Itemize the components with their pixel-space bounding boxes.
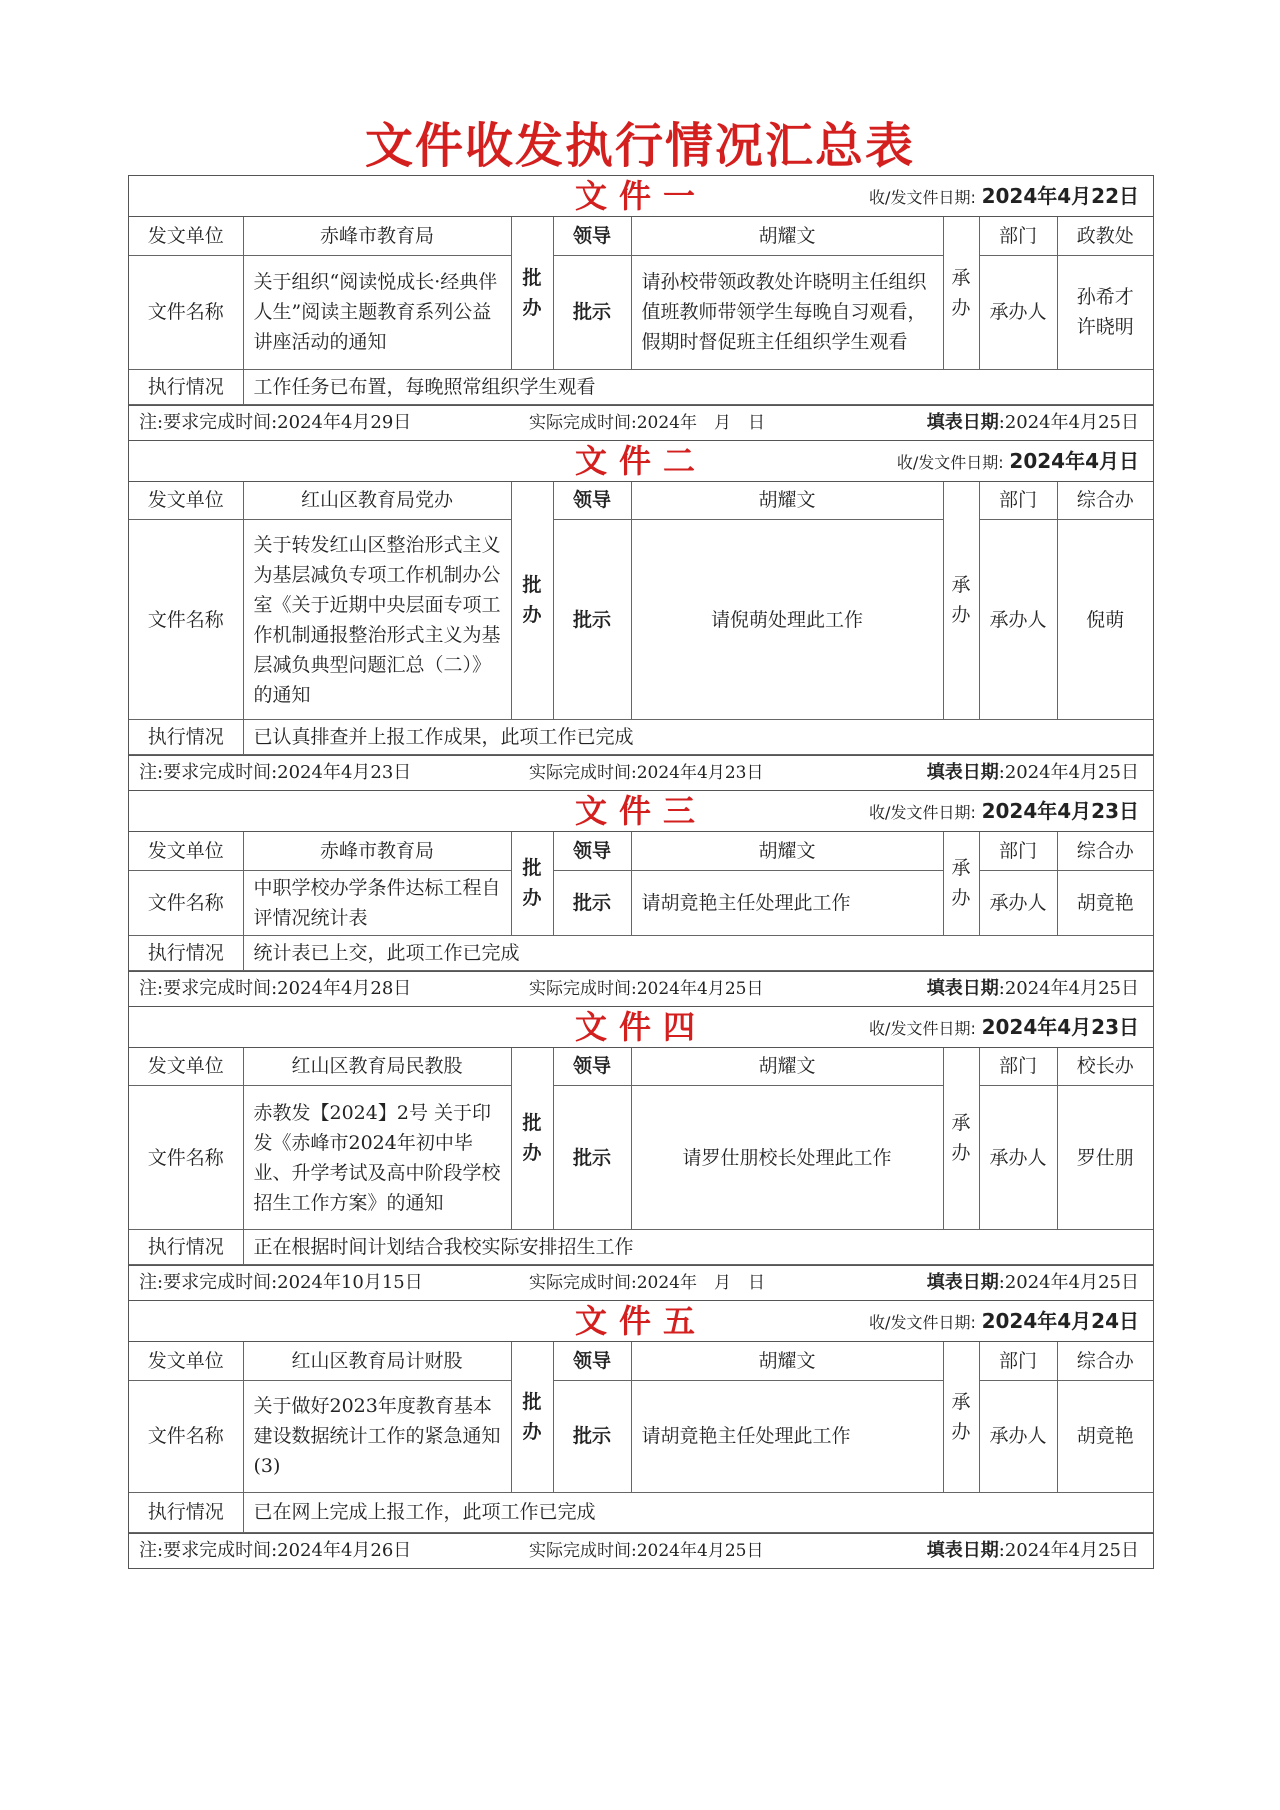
instruction-value: 请倪萌处理此工作 xyxy=(631,520,943,720)
ban-char: 办 xyxy=(522,887,542,910)
ban-char: 办 xyxy=(522,296,542,319)
dept-label: 部门 xyxy=(979,1048,1057,1086)
issuer-value: 红山区教育局党办 xyxy=(243,482,511,520)
cheng-char: 承 xyxy=(951,1112,971,1135)
instruction-value: 请胡竟艳主任处理此工作 xyxy=(631,870,943,935)
issuer-value: 红山区教育局计财股 xyxy=(243,1342,511,1380)
issuer-label: 发文单位 xyxy=(129,482,243,520)
actual-time-value: 2024年4月23日 xyxy=(636,763,764,783)
actual-time xyxy=(529,972,763,1006)
file-table xyxy=(129,832,1153,971)
required-time-value: 2024年4月29日 xyxy=(277,411,412,433)
fill-date-label: 填表日期 xyxy=(926,1272,999,1293)
completion-note xyxy=(129,405,1153,441)
file-block xyxy=(129,1301,1153,1569)
ban-char: 办 xyxy=(522,1142,542,1165)
actual-time xyxy=(529,406,765,440)
cheng-ban-label xyxy=(943,832,979,935)
execution-value: 已在网上完成上报工作，此项工作已完成 xyxy=(243,1492,1153,1532)
handler-value: 胡竟艳 xyxy=(1057,870,1153,935)
actual-time-label: 实际完成时间: xyxy=(529,763,637,783)
handler-value: 胡竟艳 xyxy=(1057,1380,1153,1492)
execution-label: 执行情况 xyxy=(129,369,243,404)
fill-date-label: 填表日期 xyxy=(926,411,999,433)
file-block xyxy=(129,1007,1153,1302)
instruction-value: 请罗仕朋校长处理此工作 xyxy=(631,1086,943,1230)
leader-value: 胡耀文 xyxy=(631,1342,943,1380)
summary-sheet xyxy=(128,175,1154,1569)
file-name-label: 文件名称 xyxy=(129,1380,243,1492)
handler-label: 承办人 xyxy=(979,520,1057,720)
file-heading: 文件三 xyxy=(574,792,707,830)
file-heading: 文件一 xyxy=(574,177,707,215)
cheng-ban-label xyxy=(943,1342,979,1492)
required-time xyxy=(139,756,411,790)
fill-date-value: 2024年4月25日 xyxy=(1004,411,1139,433)
execution-value: 统计表已上交，此项工作已完成 xyxy=(243,935,1153,970)
receive-date-value: 2024年4月23日 xyxy=(981,1014,1139,1039)
file-name-label: 文件名称 xyxy=(129,870,243,935)
issuer-value: 赤峰市教育局 xyxy=(243,217,511,255)
fill-date-value: 2024年4月25日 xyxy=(1004,762,1139,783)
file-name-value: 关于组织“阅读悦成长·经典伴人生”阅读主题教育系列公益讲座活动的通知 xyxy=(243,255,511,369)
cheng-char: 承 xyxy=(951,574,971,597)
issuer-value: 赤峰市教育局 xyxy=(243,832,511,870)
ban-char: 办 xyxy=(522,604,542,627)
file-name-label: 文件名称 xyxy=(129,255,243,369)
execution-label: 执行情况 xyxy=(129,720,243,755)
receive-date xyxy=(897,441,1139,483)
handler-value: 孙希才 许晓明 xyxy=(1057,255,1153,369)
actual-time-label: 实际完成时间: xyxy=(529,978,637,999)
file-name-value: 中职学校办学条件达标工程自评情况统计表 xyxy=(243,870,511,935)
leader-value: 胡耀文 xyxy=(631,1048,943,1086)
fill-date-value: 2024年4月25日 xyxy=(1004,977,1139,999)
receive-date-value: 2024年4月22日 xyxy=(981,184,1139,208)
file-table xyxy=(129,482,1153,756)
file-name-value: 关于转发红山区整治形式主义为基层减负专项工作机制办公室《关于近期中央层面专项工作机制通报整治形式主义为基层减负典型问题汇总（二）》的通知 xyxy=(243,520,511,720)
pi-char: 批 xyxy=(522,857,542,880)
fill-date-colon: : xyxy=(998,1272,1005,1293)
ban2-char: 办 xyxy=(951,887,971,910)
receive-date-label: 收/发文件日期: xyxy=(896,452,1004,472)
leader-label: 领导 xyxy=(553,1048,631,1086)
ban-char: 办 xyxy=(522,1420,542,1443)
fill-date-label: 填表日期 xyxy=(926,977,999,999)
file-heading: 文件四 xyxy=(574,1007,707,1046)
issuer-value: 红山区教育局民教股 xyxy=(243,1048,511,1086)
leader-label: 领导 xyxy=(553,217,631,255)
ban2-char: 办 xyxy=(951,604,971,627)
fill-date xyxy=(927,756,1139,790)
receive-date xyxy=(869,1007,1139,1049)
file-header xyxy=(129,791,1153,832)
pi-ban-label xyxy=(511,217,553,369)
handler-label: 承办人 xyxy=(979,870,1057,935)
required-time-value: 2024年4月28日 xyxy=(277,977,412,999)
file-heading: 文件二 xyxy=(574,441,707,480)
dept-label: 部门 xyxy=(979,482,1057,520)
actual-time xyxy=(529,756,763,790)
pi-ban-label xyxy=(511,832,553,935)
instruction-label: 批示 xyxy=(553,1380,631,1492)
fill-date-colon: : xyxy=(998,977,1005,999)
required-time-value: 2024年4月26日 xyxy=(277,1539,412,1561)
ban2-char: 办 xyxy=(951,296,971,319)
file-table xyxy=(129,1342,1153,1533)
pi-char: 批 xyxy=(522,1390,542,1413)
required-time xyxy=(139,406,411,440)
file-block xyxy=(129,441,1153,792)
page-title: 文件收发执行情况汇总表 xyxy=(364,118,915,174)
dept-value: 综合办 xyxy=(1057,482,1153,520)
instruction-label: 批示 xyxy=(553,255,631,369)
required-time-label: 注:要求完成时间: xyxy=(139,411,278,433)
receive-date-value: 2024年4月23日 xyxy=(981,799,1139,823)
leader-value: 胡耀文 xyxy=(631,482,943,520)
actual-time-label: 实际完成时间: xyxy=(529,412,637,433)
handler-label: 承办人 xyxy=(979,1086,1057,1230)
required-time-value: 2024年10月15日 xyxy=(277,1272,423,1293)
fill-date xyxy=(927,972,1139,1006)
handler-value: 罗仕朋 xyxy=(1057,1086,1153,1230)
receive-date-label: 收/发文件日期: xyxy=(869,188,976,207)
actual-time-label: 实际完成时间: xyxy=(529,1540,637,1561)
file-header xyxy=(129,1301,1153,1342)
fill-date xyxy=(927,1534,1139,1568)
required-time xyxy=(139,972,411,1006)
cheng-ban-label xyxy=(943,1048,979,1230)
instruction-value: 请孙校带领政教处许晓明主任组织值班教师带领学生每晚自习观看，假期时督促班主任组织学生观看 xyxy=(631,255,943,369)
ban2-char: 办 xyxy=(951,1142,971,1165)
fill-date xyxy=(927,406,1139,440)
pi-char: 批 xyxy=(522,574,542,597)
fill-date-label: 填表日期 xyxy=(926,1539,999,1561)
dept-label: 部门 xyxy=(979,832,1057,870)
receive-date-value: 2024年4月24日 xyxy=(981,1309,1139,1333)
issuer-label: 发文单位 xyxy=(129,217,243,255)
cheng-char: 承 xyxy=(951,1390,971,1413)
issuer-label: 发文单位 xyxy=(129,1048,243,1086)
fill-date-value: 2024年4月25日 xyxy=(1004,1272,1139,1293)
required-time-label: 注:要求完成时间: xyxy=(139,977,278,999)
receive-date-label: 收/发文件日期: xyxy=(869,1018,976,1038)
completion-note xyxy=(129,1265,1153,1301)
execution-value: 正在根据时间计划结合我校实际安排招生工作 xyxy=(243,1230,1153,1265)
fill-date-value: 2024年4月25日 xyxy=(1004,1539,1139,1561)
file-heading: 文件五 xyxy=(574,1302,707,1340)
file-header xyxy=(129,441,1153,482)
file-header xyxy=(129,1007,1153,1048)
dept-value: 综合办 xyxy=(1057,1342,1153,1380)
handler-value: 倪萌 xyxy=(1057,520,1153,720)
handler-label: 承办人 xyxy=(979,1380,1057,1492)
leader-value: 胡耀文 xyxy=(631,217,943,255)
actual-time-value: 2024年4月25日 xyxy=(636,1540,764,1561)
file-header xyxy=(129,176,1153,217)
file-name-value: 赤教发【2024】2号 关于印发《赤峰市2024年初中毕业、升学考试及高中阶段学校招生工作方案》的通知 xyxy=(243,1086,511,1230)
required-time xyxy=(139,1534,411,1568)
leader-label: 领导 xyxy=(553,1342,631,1380)
issuer-label: 发文单位 xyxy=(129,832,243,870)
execution-value: 工作任务已布置，每晚照常组织学生观看 xyxy=(243,369,1153,404)
file-table xyxy=(129,1048,1153,1266)
cheng-char: 承 xyxy=(951,266,971,289)
receive-date-label: 收/发文件日期: xyxy=(869,803,976,822)
leader-label: 领导 xyxy=(553,482,631,520)
actual-time xyxy=(529,1266,765,1300)
completion-note xyxy=(129,1533,1153,1569)
dept-value: 综合办 xyxy=(1057,832,1153,870)
file-name-label: 文件名称 xyxy=(129,1086,243,1230)
cheng-ban-label xyxy=(943,482,979,720)
required-time-label: 注:要求完成时间: xyxy=(139,762,278,783)
file-block xyxy=(129,176,1153,441)
dept-label: 部门 xyxy=(979,1342,1057,1380)
leader-label: 领导 xyxy=(553,832,631,870)
actual-time-value: 2024年 月 日 xyxy=(636,412,765,433)
file-block xyxy=(129,791,1153,1007)
handler-label: 承办人 xyxy=(979,255,1057,369)
receive-date-value: 2024年4月日 xyxy=(1009,448,1139,473)
fill-date-colon: : xyxy=(998,762,1005,783)
required-time xyxy=(139,1266,423,1300)
fill-date-colon: : xyxy=(998,411,1005,433)
pi-char: 批 xyxy=(522,266,542,289)
actual-time-value: 2024年 月 日 xyxy=(636,1273,765,1293)
pi-ban-label xyxy=(511,482,553,720)
dept-label: 部门 xyxy=(979,217,1057,255)
execution-value: 已认真排查并上报工作成果，此项工作已完成 xyxy=(243,720,1153,755)
instruction-label: 批示 xyxy=(553,1086,631,1230)
ban2-char: 办 xyxy=(951,1420,971,1443)
file-table xyxy=(129,217,1153,405)
dept-value: 校长办 xyxy=(1057,1048,1153,1086)
required-time-value: 2024年4月23日 xyxy=(277,762,412,783)
instruction-label: 批示 xyxy=(553,870,631,935)
actual-time-value: 2024年4月25日 xyxy=(636,978,764,999)
receive-date xyxy=(869,1301,1139,1343)
execution-label: 执行情况 xyxy=(129,935,243,970)
fill-date-label: 填表日期 xyxy=(926,762,999,783)
file-name-label: 文件名称 xyxy=(129,520,243,720)
pi-char: 批 xyxy=(522,1112,542,1135)
cheng-char: 承 xyxy=(951,857,971,880)
required-time-label: 注:要求完成时间: xyxy=(139,1539,278,1561)
leader-value: 胡耀文 xyxy=(631,832,943,870)
instruction-value: 请胡竟艳主任处理此工作 xyxy=(631,1380,943,1492)
required-time-label: 注:要求完成时间: xyxy=(139,1272,278,1293)
actual-time-label: 实际完成时间: xyxy=(529,1273,637,1293)
receive-date xyxy=(869,176,1139,218)
fill-date-colon: : xyxy=(998,1539,1005,1561)
completion-note xyxy=(129,971,1153,1007)
cheng-ban-label xyxy=(943,217,979,369)
execution-label: 执行情况 xyxy=(129,1492,243,1532)
receive-date-label: 收/发文件日期: xyxy=(869,1313,976,1332)
pi-ban-label xyxy=(511,1342,553,1492)
fill-date xyxy=(927,1266,1139,1300)
receive-date xyxy=(869,791,1139,833)
issuer-label: 发文单位 xyxy=(129,1342,243,1380)
execution-label: 执行情况 xyxy=(129,1230,243,1265)
pi-ban-label xyxy=(511,1048,553,1230)
actual-time xyxy=(529,1534,763,1568)
completion-note xyxy=(129,755,1153,791)
instruction-label: 批示 xyxy=(553,520,631,720)
file-name-value: 关于做好2023年度教育基本建设数据统计工作的紧急通知(3) xyxy=(243,1380,511,1492)
dept-value: 政教处 xyxy=(1057,217,1153,255)
